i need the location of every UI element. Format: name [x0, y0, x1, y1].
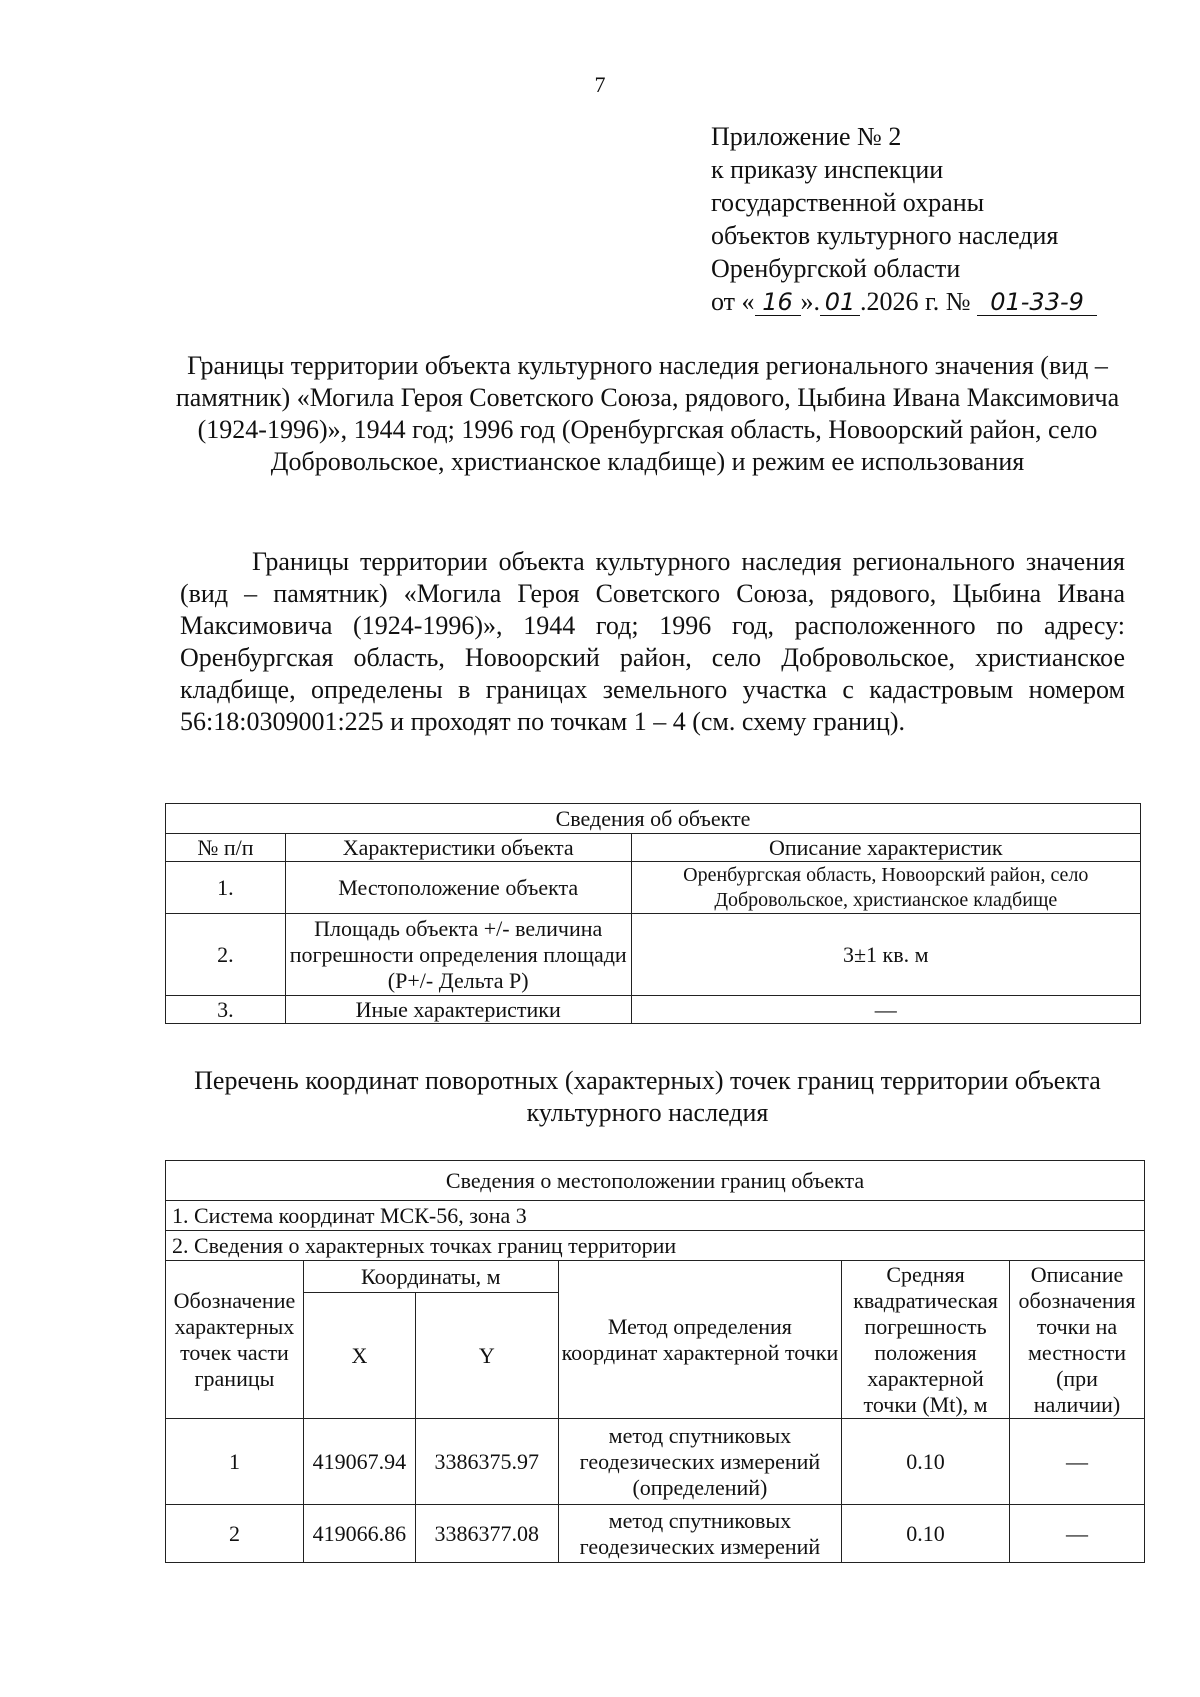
- coordinates-title: Перечень координат поворотных (характерных) точек границ территории объекта культурного наследия: [194, 1066, 1101, 1127]
- header-designation: Обозначение характерных точек части границы: [166, 1261, 304, 1419]
- points-caption: 2. Сведения о характерных точках границ территории: [166, 1231, 1145, 1261]
- row-desc: —: [631, 996, 1140, 1024]
- point-x: 419067.94: [303, 1419, 415, 1505]
- point-x: 419066.86: [303, 1505, 415, 1563]
- point-number: 1: [166, 1419, 304, 1505]
- table-row: [166, 1419, 1145, 1505]
- point-y: 3386375.97: [415, 1419, 558, 1505]
- header-accuracy: Средняя квадратическая погрешность положения характерной точки (Mt), м: [842, 1261, 1010, 1419]
- object-info-table: [165, 803, 1141, 1024]
- date-prefix: от «: [711, 287, 755, 316]
- handwritten-order-number: 01-33-9: [977, 289, 1097, 316]
- table-row: [166, 996, 1141, 1024]
- row-desc: Оренбургская область, Новоорский район, село Добровольское, христианское кладбище: [631, 862, 1140, 914]
- header-point-description: Описание обозначения точки на местности (при наличии): [1010, 1261, 1145, 1419]
- table-row: [166, 862, 1141, 914]
- document-title: Границы территории объекта культурного наследия регионального значения (вид – памятник) «Могила Героя Советского Союза, рядового, Цыбина Ивана Максимовича (1924-1996)», 1944 год; 1996 год (Оренбургская область, Новоорский район, село Добровольское, христианское кладбище) и режим ее использования: [175, 351, 1120, 476]
- table-caption: Сведения о местоположении границ объекта: [166, 1161, 1145, 1201]
- row-name: Местоположение объекта: [285, 862, 631, 914]
- coordinate-system: 1. Система координат МСК-56, зона 3: [166, 1201, 1145, 1231]
- point-description: —: [1010, 1419, 1145, 1505]
- point-accuracy: 0.10: [842, 1419, 1010, 1505]
- appendix-header: [711, 120, 1097, 318]
- table-row: [166, 1505, 1145, 1563]
- header-method: Метод определения координат характерной точки: [558, 1261, 841, 1419]
- row-num: 3.: [166, 996, 286, 1024]
- date-suffix: .2026 г. №: [860, 287, 971, 316]
- date-mid: ».: [800, 287, 821, 316]
- point-number: 2: [166, 1505, 304, 1563]
- page-number: 7: [594, 72, 606, 97]
- header-x: X: [303, 1293, 415, 1419]
- appendix-line: Оренбургской области: [711, 254, 961, 283]
- body-paragraph: Границы территории объекта культурного наследия регионального значения (вид – памятник) «Могила Героя Советского Союза, рядового, Цыбина Ивана Максимовича (1924-1996)», 1944 год; 1996 год, расположенного по адресу: Оренбургская область, Новоорский район, село Добровольское, христианское кладбище, определены в границах земельного участка с кадастровым номером 56:18:0309001:225 и проходят по точкам 1 – 4 (см. схему границ).: [180, 547, 1125, 736]
- point-description: —: [1010, 1505, 1145, 1563]
- row-num: 2.: [166, 914, 286, 996]
- row-name: Иные характеристики: [285, 996, 631, 1024]
- table-caption: Сведения об объекте: [166, 804, 1141, 834]
- order-date-line: [711, 285, 1097, 318]
- appendix-line: объектов культурного наследия: [711, 221, 1059, 250]
- header-coordinates: Координаты, м: [303, 1261, 558, 1293]
- appendix-line: к приказу инспекции: [711, 155, 944, 184]
- row-name: Площадь объекта +/- величина погрешности определения площади (Р+/- Дельта Р): [285, 914, 631, 996]
- header-num: № п/п: [166, 834, 286, 862]
- header-y: Y: [415, 1293, 558, 1419]
- header-characteristic: Характеристики объекта: [285, 834, 631, 862]
- handwritten-day: 16: [755, 289, 801, 316]
- point-accuracy: 0.10: [842, 1505, 1010, 1563]
- header-description: Описание характеристик: [631, 834, 1140, 862]
- row-num: 1.: [166, 862, 286, 914]
- appendix-line: государственной охраны: [711, 188, 985, 217]
- point-method: метод спутниковых геодезических измерений: [558, 1505, 841, 1563]
- row-desc: 3±1 кв. м: [631, 914, 1140, 996]
- coordinates-table: [165, 1160, 1145, 1563]
- handwritten-month: 01: [820, 289, 860, 316]
- appendix-line: Приложение № 2: [711, 122, 902, 151]
- table-row: [166, 914, 1141, 996]
- point-y: 3386377.08: [415, 1505, 558, 1563]
- point-method: метод спутниковых геодезических измерений (определений): [558, 1419, 841, 1505]
